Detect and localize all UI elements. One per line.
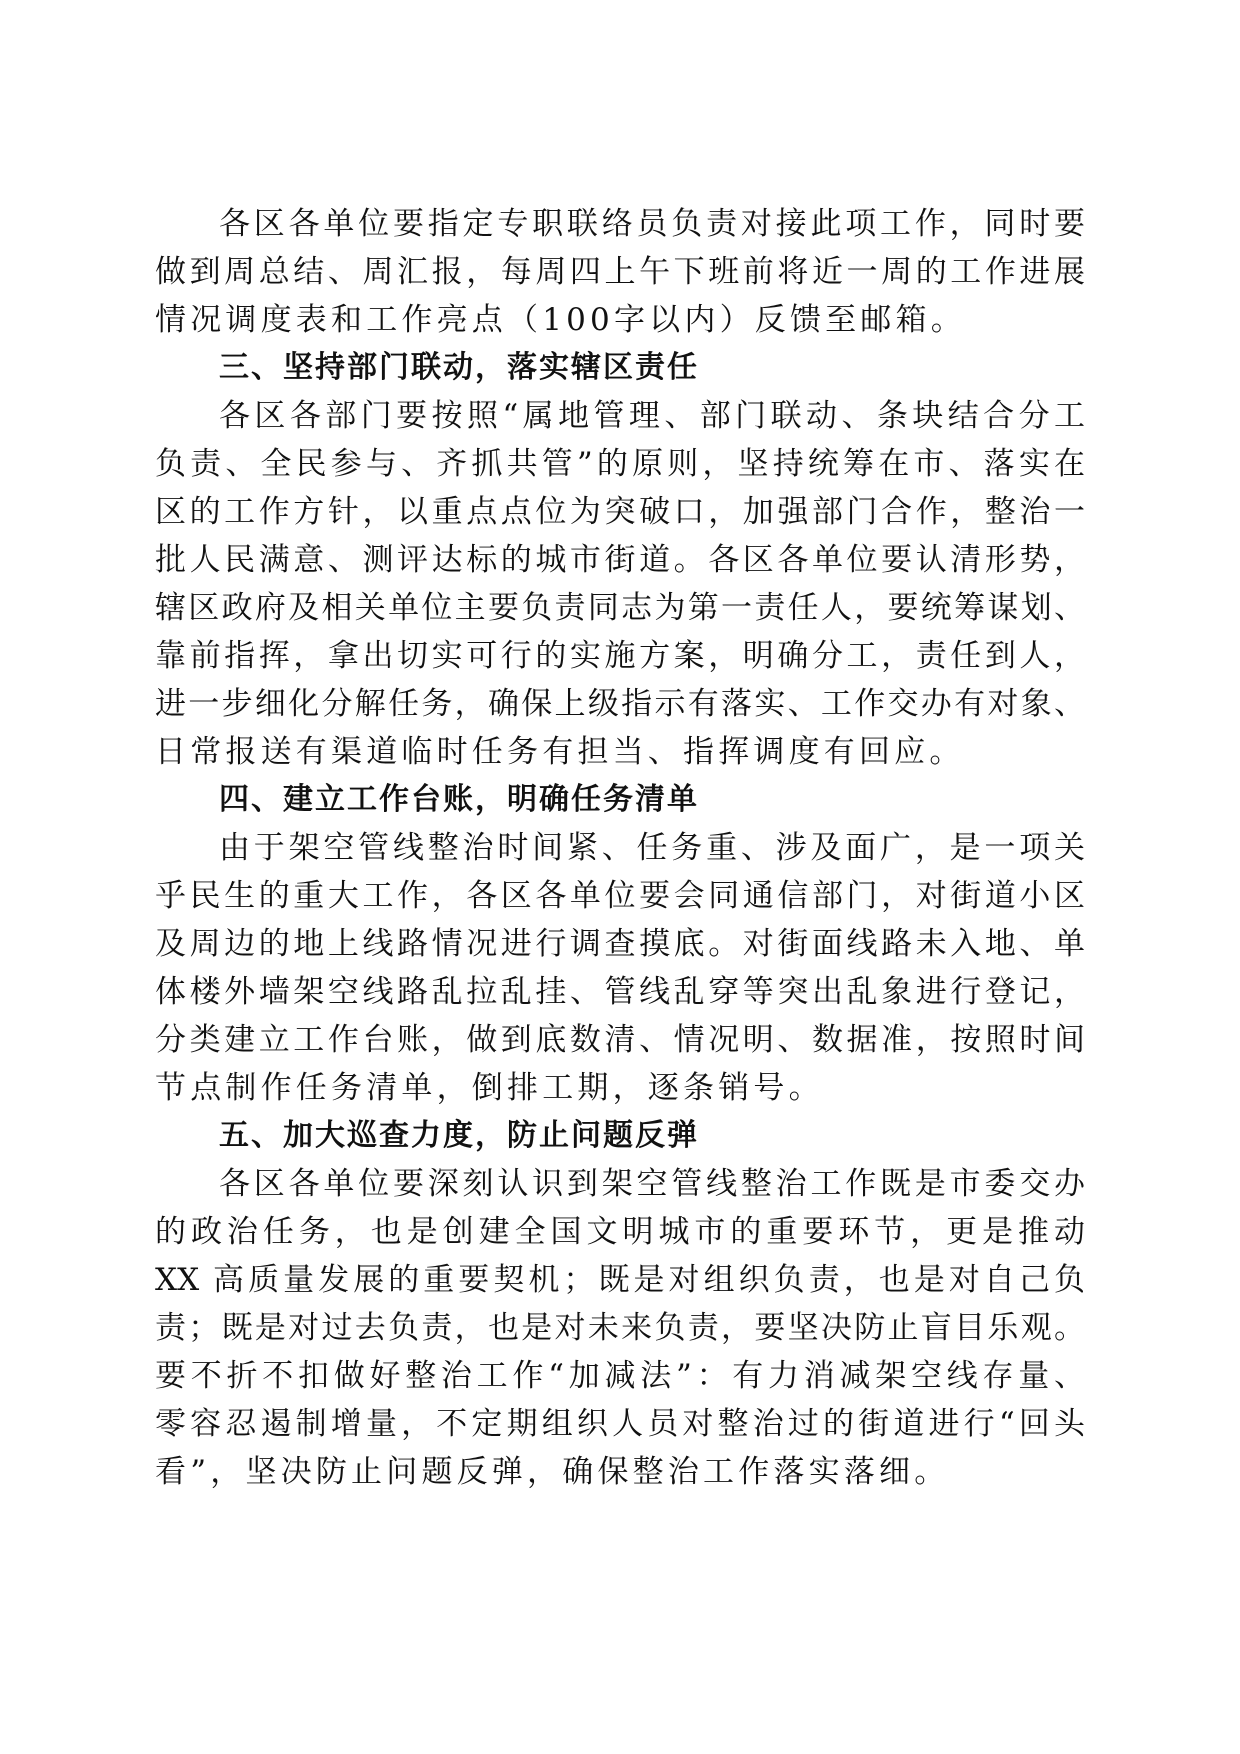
- paragraph-line: 日常报送有渠道临时任务有担当、指挥调度有回应。: [155, 734, 965, 770]
- paragraph-liaison: [155, 200, 1085, 344]
- section-heading-4: 四、建立工作台账，明确任务清单: [219, 782, 699, 817]
- paragraph-line: 的政治任务，也是创建全国文明城市的重要环节，更是推动: [155, 1214, 1085, 1250]
- paragraph-line: 辖区政府及相关单位主要负责同志为第一责任人，要统筹谋划、: [155, 590, 1085, 626]
- paragraph-inspection: [155, 1160, 1085, 1496]
- paragraph-line: 乎民生的重大工作，各区各单位要会同通信部门，对街道小区: [155, 878, 1085, 914]
- paragraph-line: 由于架空管线整治时间紧、任务重、涉及面广，是一项关: [219, 830, 1085, 866]
- paragraph-line: 做到周总结、周汇报，每周四上午下班前将近一周的工作进展: [155, 254, 1085, 290]
- paragraph-line: 区的工作方针，以重点点位为突破口，加强部门合作，整治一: [155, 494, 1085, 530]
- paragraph-line: 责；既是对过去负责，也是对未来负责，要坚决防止盲目乐观。: [155, 1310, 1085, 1346]
- paragraph-line: 情况调度表和工作亮点（100字以内）反馈至邮箱。: [155, 302, 966, 338]
- document-body: [155, 200, 1085, 1496]
- paragraph-line: 各区各单位要指定专职联络员负责对接此项工作，同时要: [219, 206, 1085, 242]
- paragraph-line: 各区各单位要深刻认识到架空管线整治工作既是市委交办: [219, 1166, 1085, 1202]
- paragraph-work-ledger: [155, 824, 1085, 1112]
- paragraph-line: 分类建立工作台账，做到底数清、情况明、数据准，按照时间: [155, 1022, 1085, 1058]
- paragraph-line: 零容忍遏制增量，不定期组织人员对整治过的街道进行“回头: [155, 1406, 1085, 1442]
- paragraph-line: 各区各部门要按照“属地管理、部门联动、条块结合分工: [219, 398, 1085, 434]
- paragraph-line: 批人民满意、测评达标的城市街道。各区各单位要认清形势，: [155, 542, 1085, 578]
- paragraph-line: 及周边的地上线路情况进行调查摸底。对街面线路未入地、单: [155, 926, 1085, 962]
- paragraph-department-linkage: [155, 392, 1085, 776]
- paragraph-line: 靠前指挥，拿出切实可行的实施方案，明确分工，责任到人，: [155, 638, 1085, 674]
- section-heading-5: 五、加大巡查力度，防止问题反弹: [219, 1118, 699, 1153]
- paragraph-line: XX 高质量发展的重要契机；既是对组织负责，也是对自己负: [155, 1262, 1085, 1298]
- section-heading-3: 三、坚持部门联动，落实辖区责任: [219, 350, 699, 385]
- paragraph-line: 体楼外墙架空线路乱拉乱挂、管线乱穿等突出乱象进行登记，: [155, 974, 1085, 1010]
- paragraph-line: 节点制作任务清单，倒排工期，逐条销号。: [155, 1070, 824, 1106]
- paragraph-line: 看”，坚决防止问题反弹，确保整治工作落实落细。: [155, 1454, 950, 1490]
- paragraph-line: 要不折不扣做好整治工作“加减法”：有力消减架空线存量、: [155, 1358, 1085, 1394]
- paragraph-line: 进一步细化分解任务，确保上级指示有落实、工作交办有对象、: [155, 686, 1085, 722]
- paragraph-line: 负责、全民参与、齐抓共管”的原则，坚持统筹在市、落实在: [155, 446, 1085, 482]
